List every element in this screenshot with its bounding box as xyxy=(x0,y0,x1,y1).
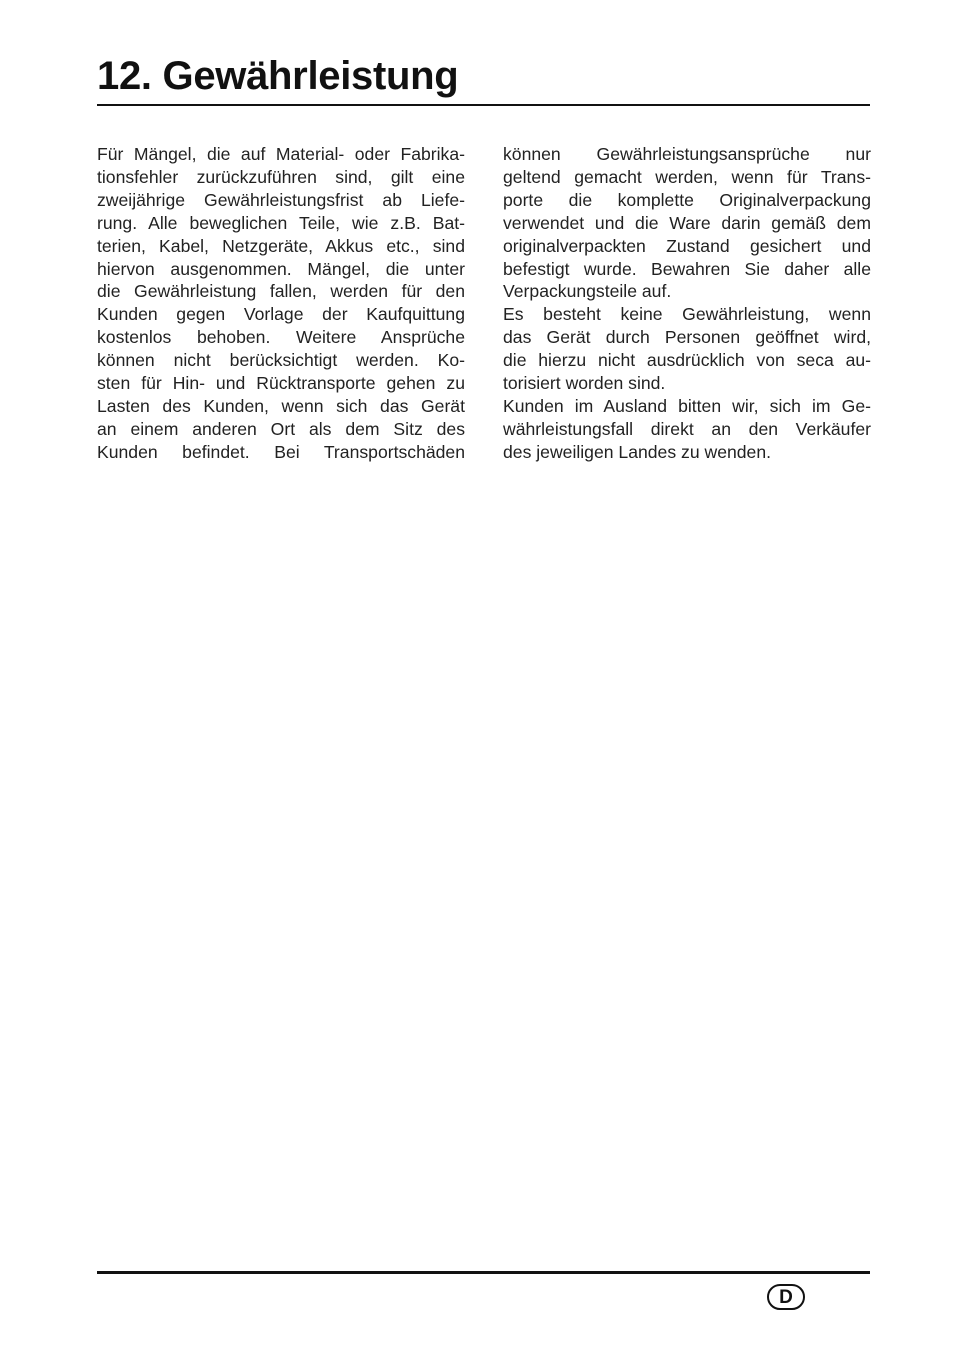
text-line: Kunden im Ausland bitten wir, sich im Ge- xyxy=(503,395,871,416)
warranty-paragraph-2 xyxy=(503,303,871,395)
text-line: Verpackungsteile auf. xyxy=(503,281,672,302)
title-divider xyxy=(97,104,870,106)
footer-divider xyxy=(97,1271,870,1274)
text-line: währleistungsfall direkt an den Verkäufer xyxy=(503,418,871,439)
warranty-paragraph-1-continued xyxy=(503,143,871,303)
text-line: befestigt wurde. Bewahren Sie daher alle xyxy=(503,258,871,279)
text-line: können Gewährleistungsansprüche nur xyxy=(503,144,871,164)
text-line: Kunden befindet. Bei Transportschäden xyxy=(97,441,465,462)
warranty-paragraph-3 xyxy=(503,395,871,464)
text-line: können nicht berücksichtigt werden. Ko- xyxy=(97,350,465,371)
text-line: verwendet und die Ware darin gemäß dem xyxy=(503,212,871,233)
text-line: torisiert worden sind. xyxy=(503,373,666,394)
text-line: hiervon ausgenommen. Mängel, die unter xyxy=(97,258,465,279)
text-line: die hierzu nicht ausdrücklich von seca au- xyxy=(503,350,871,371)
page-title: 12. Gewährleistung xyxy=(97,54,459,98)
text-line: das Gerät durch Personen geöffnet wird, xyxy=(503,327,871,348)
text-line: kostenlos behoben. Weitere Ansprüche xyxy=(97,327,465,348)
text-line: Für Mängel, die auf Material- oder Fabrika- xyxy=(97,144,465,164)
text-line: Kunden gegen Vorlage der Kaufquittung xyxy=(97,304,465,325)
text-line: originalverpackten Zustand gesichert und xyxy=(503,235,871,256)
text-line: Lasten des Kunden, wenn sich das Gerät xyxy=(97,395,465,416)
text-line: tionsfehler zurückzuführen sind, gilt eine xyxy=(97,166,465,187)
warranty-paragraph-1 xyxy=(97,143,465,464)
text-line: Es besteht keine Gewährleistung, wenn xyxy=(503,304,871,325)
text-line: sten für Hin- und Rücktransporte gehen zu xyxy=(97,373,465,394)
text-line: rung. Alle beweglichen Teile, wie z.B. Bat- xyxy=(97,212,465,233)
text-line: die Gewährleistung fallen, werden für den xyxy=(97,281,465,302)
text-line: terien, Kabel, Netzgeräte, Akkus etc., sind xyxy=(97,235,465,256)
left-column xyxy=(97,143,465,464)
text-line: des jeweiligen Landes zu wenden. xyxy=(503,441,772,462)
text-line: geltend gemacht werden, wenn für Trans- xyxy=(503,166,871,187)
right-column xyxy=(503,143,871,464)
language-badge: D xyxy=(767,1284,805,1310)
text-line: zweijährige Gewährleistungsfrist ab Liefe- xyxy=(97,189,465,210)
text-line: an einem anderen Ort als dem Sitz des xyxy=(97,418,465,439)
text-line: porte die komplette Originalverpackung xyxy=(503,189,871,210)
